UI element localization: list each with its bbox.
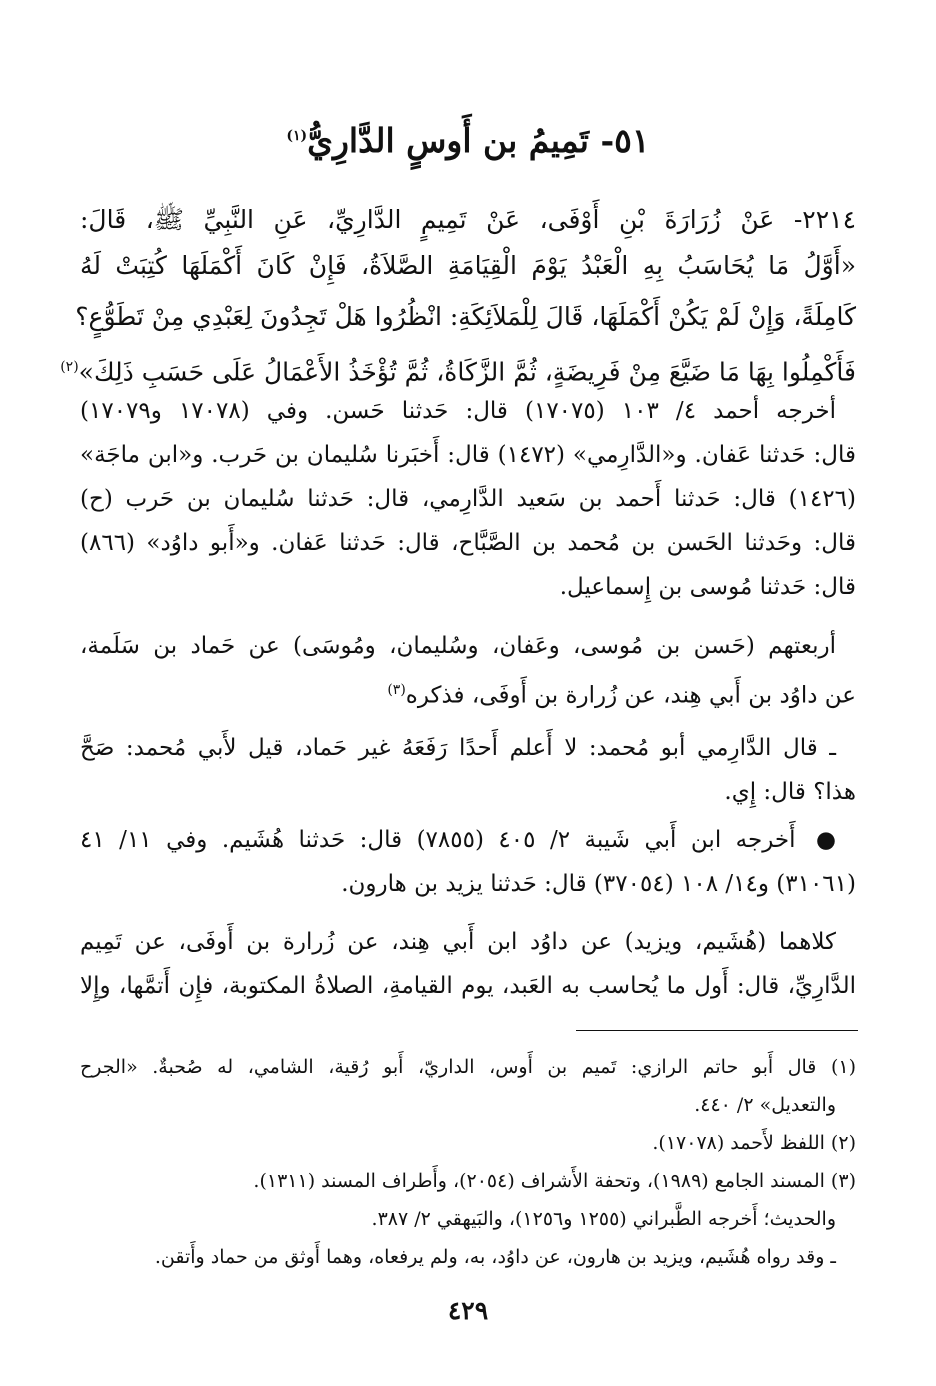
takhrij-line-3: (١٤٢٦) قال: حَدثنا أَحمد بن سَعيد الدَّارِمي، قال: حَدثنا سُليمان بن حَرب (ح): [80, 486, 856, 512]
takhrij-line-5: قال: حَدثنا مُوسى بن إِسماعيل.: [559, 574, 856, 600]
footnote-1-line-1: (١) قال أَبو حاتم الرازي: تَميم بن أَوس، الداريّ، أَبو رُقية، الشامي، له صُحبةٌ. «الجرح: [80, 1056, 856, 1078]
footnote-3-line-3: ـ وقد رواه هُشَيم، ويزيد بن هارون، عن داوُد، به، ولم يرفعاه، وهما أَوثق من حماد وأَتقن.: [154, 1246, 836, 1268]
footnote-ref-2: (٢): [60, 359, 79, 375]
footnote-1-line-2: والتعديل» ٢/ ٤٤٠.: [694, 1094, 836, 1116]
page-number: ٤٢٩: [447, 1296, 489, 1325]
footnote-2: (٢) اللفظ لأَحمد (١٧٠٧٨).: [652, 1132, 856, 1154]
footnote-3-line-2: والحديث؛ أَخرجه الطَّبراني (١٢٥٥ و١٢٥٦)، والبَيهقي ٢/ ٣٨٧.: [371, 1208, 836, 1230]
darimi-note-line-1: ـ قال الدَّارِمي أبو مُحمد: لا أَعلم أَحدًا رَفَعَهُ غير حَماد، قيل لأَبي مُحمد: صَحَّ: [80, 735, 836, 761]
footnote-separator: [576, 1030, 858, 1031]
chain-line-2-text: عن داوُد بن أَبي هِند، عن زُرارة بن أَوفَى، فذكره: [405, 682, 856, 709]
footnote-ref-3: (٣): [387, 682, 406, 698]
mawquf-line-2: الدَّارِيِّ، قال: أَول ما يُحاسب به العَبد، يوم القيامةِ، الصلاةُ المكتوبة، فإِن أَتمَّها، وإِلا: [80, 973, 856, 999]
hadith-line-2: «أَوَّلُ مَا يُحَاسَبُ بِهِ الْعَبْدُ يَوْمَ الْقِيَامَةِ الصَّلاَةُ، فَإِنْ كَانَ أَكْمَلَهَا كُتِبَتْ لَهُ: [80, 251, 856, 280]
chain-line-1: أربعتهم (حَسن بن مُوسى، وعَفان، وسُليمان، ومُوسَى) عن حَماد بن سَلَمة،: [80, 633, 836, 659]
footnote-3-line-1: (٣) المسند الجامع (١٩٨٩)، وتحفة الأَشراف (٢٠٥٤)، وأَطراف المسند (١٣١١).: [253, 1170, 856, 1192]
ibn-abi-shaybah-line-1: [80, 818, 836, 862]
takhrij-line-4: قال: وحَدثنا الحَسن بن مُحمد بن الصَّبَّاح، قال: حَدثنا عَفان. و«أَبو داوُد» (٨٦٦): [80, 530, 856, 556]
takhrij-line-2: قال: حَدثنا عَفان. و«الدَّارِمي» (١٤٧٢) قال: أَخبَرنا سُليمان بن حَرب. و«ابن ماجَة»: [80, 442, 856, 468]
footnote-ref-1: (١): [286, 128, 308, 144]
hadith-line-3: كَامِلَةً، وَإِنْ لَمْ يَكُنْ أَكْمَلَهَا، قَالَ لِلْمَلاَئِكَةِ: انْظُرُوا هَلْ تَجِدُونَ لِعَبْدِي مِنْ تَطَوُّعٍ؟: [75, 302, 856, 331]
hadith-line-4-text: فَأَكْمِلُوا بِهَا مَا ضَيَّعَ مِنْ فَرِيضَةٍ، ثُمَّ الزَّكَاةُ، ثُمَّ تُؤْخَذُ الأَعْمَالُ عَلَى حَسَبِ ذَلِكَ»: [78, 357, 856, 387]
darimi-note-line-2: هذا؟ قال: إِي.: [724, 779, 856, 805]
chapter-heading: [0, 112, 936, 165]
mawquf-line-1: كلاهما (هُشَيم، ويزيد) عن داوُد ابن أَبي هِند، عن زُرارة بن أَوفَى، عن تَمِيم: [80, 929, 836, 955]
bullet-icon: ●: [815, 827, 836, 853]
chain-line-2: [80, 668, 856, 718]
chapter-title: ٥١- تَمِيمُ بن أَوسٍ الدَّارِيُّ: [307, 121, 650, 160]
ibn-abi-shaybah-line-1-text: أَخرجه ابن أَبي شَيبة ٢/ ٤٠٥ (٧٨٥٥) قال: حَدثنا هُشَيم. وفي ١١/ ٤١: [80, 827, 796, 853]
ibn-abi-shaybah-line-2: (٣١٠٦١) و١٤/ ١٠٨ (٣٧٠٥٤) قال: حَدثنا يزيد بن هارون.: [341, 871, 856, 897]
hadith-line-1: ٢٢١٤- عَنْ زُرَارَةَ بْنِ أَوْفَى، عَنْ تَمِيمٍ الدَّارِيِّ، عَنِ النَّبِيِّ ﷺ، قَالَ:: [80, 205, 856, 234]
takhrij-line-1: أخرجه أحمد ٤/ ١٠٣ (١٧٠٧٥) قال: حَدثنا حَسن. وفي (١٧٠٧٨ و١٧٠٧٩): [80, 398, 837, 424]
